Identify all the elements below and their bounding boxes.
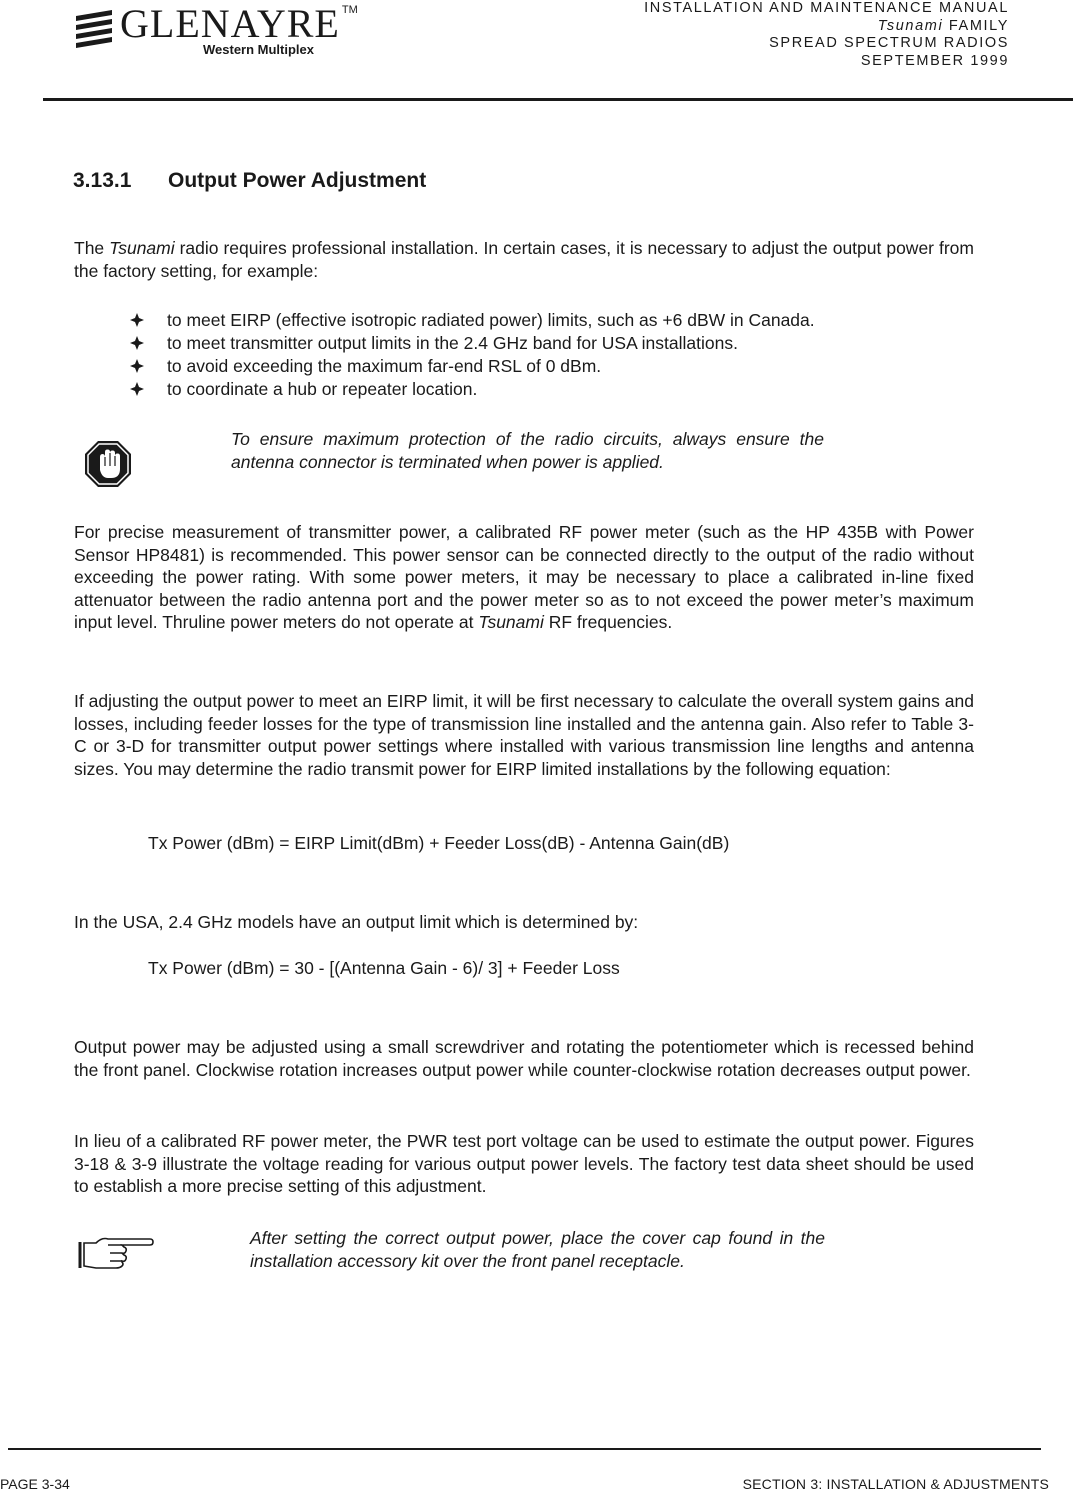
list-item: to avoid exceeding the maximum far-end RSL of 0 dBm. bbox=[130, 355, 815, 378]
pwr-test-port-paragraph: In lieu of a calibrated RF power meter, the PWR test port voltage can be used to estimate the output power. Figures 3-18 & 3-9 illustrate the voltage reading for various output power levels. The factory test data sheet should be used to establish a more precise setting of this adjustment. bbox=[74, 1131, 974, 1196]
requirement-list bbox=[130, 309, 815, 401]
list-item: to coordinate a hub or repeater location. bbox=[130, 378, 815, 401]
list-item: to meet EIRP (effective isotropic radiated power) limits, such as +6 dBW in Canada. bbox=[130, 309, 815, 332]
adjustment-paragraph: Output power may be adjusted using a small screwdriver and rotating the potentiometer which is recessed behind the front panel. Clockwise rotation increases output power while counter-clockwise rotation decreases output power. bbox=[74, 1037, 974, 1080]
header-divider bbox=[43, 98, 1073, 101]
tx-power-equation-usa: Tx Power (dBm) = 30 - [(Antenna Gain - 6)/ 3] + Feeder Loss bbox=[148, 958, 620, 978]
diamond-bullet-icon bbox=[130, 336, 144, 350]
publication-date: SEPTEMBER 1999 bbox=[860, 52, 1009, 69]
product-line: SPREAD SPECTRUM RADIOS bbox=[769, 35, 1009, 51]
logo-trademark: TM bbox=[341, 4, 358, 16]
section-number: 3.13.1 bbox=[73, 169, 132, 192]
page-number: PAGE 3-34 bbox=[0, 1476, 70, 1492]
tx-power-equation-eirp: Tx Power (dBm) = EIRP Limit(dBm) + Feeder Loss(dB) - Antenna Gain(dB) bbox=[148, 833, 730, 853]
product-family: Tsunami FAMILY bbox=[877, 17, 1009, 34]
section-title: Output Power Adjustment bbox=[168, 169, 427, 192]
cover-cap-note: After setting the correct output power, place the cover cap found in the installation accessory kit over the front panel receptacle. bbox=[250, 1228, 825, 1271]
usa-limit-paragraph: In the USA, 2.4 GHz models have an output limit which is determined by: bbox=[74, 912, 639, 932]
logo-wordmark: GLENAYRE bbox=[120, 1, 340, 46]
logo-subtitle: Western Multiplex bbox=[203, 42, 315, 57]
header-meta bbox=[644, 0, 1009, 70]
manual-title: INSTALLATION AND MAINTENANCE MANUAL bbox=[644, 0, 1009, 16]
footer-section-title: SECTION 3: INSTALLATION & ADJUSTMENTS bbox=[742, 1476, 1049, 1492]
section-heading bbox=[73, 169, 426, 193]
diamond-bullet-icon bbox=[130, 382, 144, 396]
caution-note: To ensure maximum protection of the radio circuits, always ensure the antenna connector is terminated when power is applied. bbox=[231, 429, 824, 472]
stop-hand-icon bbox=[84, 440, 132, 488]
diamond-bullet-icon bbox=[130, 359, 144, 373]
logo-mark-icon bbox=[72, 8, 118, 54]
footer-divider bbox=[8, 1448, 1041, 1450]
measurement-paragraph: For precise measurement of transmitter power, a calibrated RF power meter (such as the HP 435B with Power Sensor HP8481) is recommended. This power sensor can be connected directly to the output of the radio without exceeding the power rating. With some power meters, it may be necessary to place a calibrated in-line fixed attenuator between the radio antenna port and the power meter so as to not exceed the power meter’s maximum input level. Thruline power meters do not operate at Tsunami RF frequencies. bbox=[74, 522, 974, 632]
eirp-paragraph: If adjusting the output power to meet an EIRP limit, it will be first necessary to calculate the overall system gains and losses, including feeder losses for the type of transmission line installed and the antenna gain. Also refer to Table 3-C or 3-D for transmitter output power settings where installed with various transmission line lengths and antenna sizes. You may determine the radio transmit power for EIRP limited installations by the following equation: bbox=[74, 691, 974, 779]
diamond-bullet-icon bbox=[130, 313, 144, 327]
family-name: Tsunami bbox=[877, 17, 944, 34]
pointing-hand-icon bbox=[78, 1234, 154, 1270]
intro-paragraph: The Tsunami radio requires professional installation. In certain cases, it is necessary to adjust the output power from the factory setting, for example: bbox=[74, 238, 974, 281]
list-item: to meet transmitter output limits in the 2.4 GHz band for USA installations. bbox=[130, 332, 815, 355]
company-logo bbox=[72, 2, 362, 60]
